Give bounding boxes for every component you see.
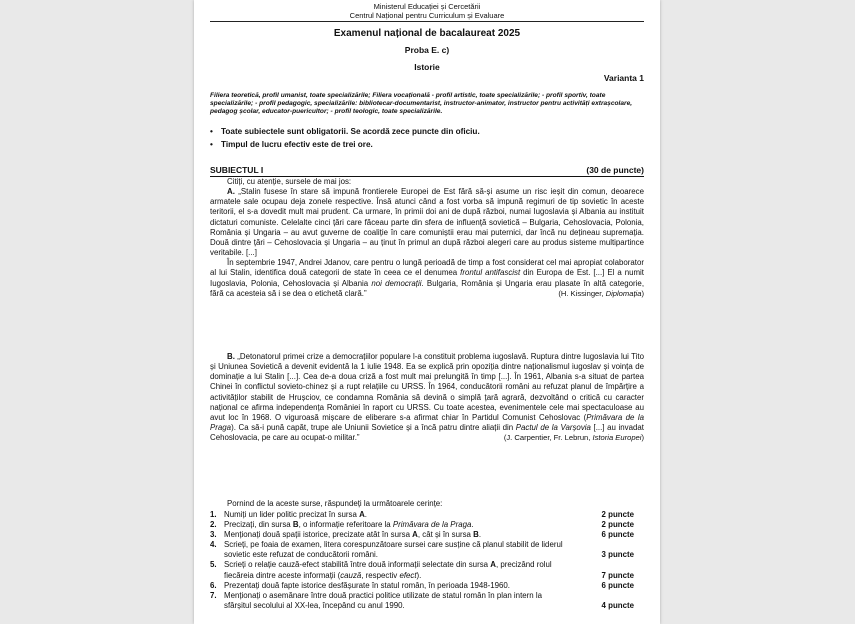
source-a-paragraph-1: A. „Stalin fusese în stare să impună frontierele Europei de Est fără să-și asume un risc ieșit din comun, deoarece armatele sale ocupau deja zonele respective. Însă atunci când a fost vorba să impună regimuri de tip sovietic în aceste teritorii, el s-a dovedit mult mai prudent. Ca urmare, în primii doi ani de după război, numai Iugoslavia și Albania au instituit dictaturi comuniste. Celelalte cinci țări care făceau parte din sfera de influență sovietică – Bulgaria, Cehoslovacia, Polonia, România și Ungaria – au avut guverne de coaliție în care comuniștii erau mai puternici, dar încă nu dețineau supremația. Două dintre țări – Cehoslovacia și Ungaria – au ținut în primul an după război alegeri care au produs sisteme multipartince veritabile. [...] xyxy=(210,187,644,258)
source-a xyxy=(210,177,644,299)
questions-list xyxy=(210,510,644,611)
rule-item: • Timpul de lucru efectiv este de trei ore. xyxy=(210,139,644,152)
question-points: 6 puncte xyxy=(601,530,634,540)
question-points: 2 puncte xyxy=(601,520,634,530)
rules-list xyxy=(210,126,644,151)
question-points: 4 puncte xyxy=(601,600,634,610)
rule-item: • Toate subiectele sunt obligatorii. Se acordă zece puncte din oficiu. xyxy=(210,126,644,139)
exam-proba: Proba E. c) xyxy=(404,45,450,55)
source-b-paragraph: B. „Detonatorul primei crize a democrațiilor populare l-a constituit problema iugoslavă. Ruptura dintre Iugoslavia lui Tito și Uniunea Sovietică a devenit evidentă la 1 iulie 1948. Ea se explică prin opoziția dintre naționalismul iugoslav și voința de dominație a lui Stalin [...]. Cea de-a doua criză a fost mult mai prelungită în timp [...]. În 1961, Albania s-a situat de partea Chinei în conflictul sovieto-chinez și a rupt relațiile cu URSS. În 1964, conducătorii români au refuzat planul de împărțire a activităților stabilit de Hrușciov, ce condamna România să devină o simplă țară agrară, dezvoltând o critică cu caracter național ce afirma independența României în raport cu URSS. Cu toate acestea, evenimentele cele mai spectaculoase au avut loc în 1968. O viguroasă mișcare de eliberare s-a afirmat chiar în Partidul Comunist Cehoslovac (Primăvara de la Praga). Ca să-i pună capăt, trupe ale Uniunii Sovietice și a încă patru dintre aliații din Pactul de la Varșovia [...] au invadat Cehoslovacia, pe care au ocupat-o militar.” xyxy=(210,352,644,443)
questions-intro: Pornind de la aceste surse, răspundeți la următoarele cerințe: xyxy=(227,499,443,508)
section-intro: Citiți, cu atenție, sursele de mai jos: xyxy=(227,177,352,186)
section-points: (30 de puncte) xyxy=(586,165,644,175)
question-item: 6. Prezentați două fapte istorice desfășurate în statul român, în perioada 1948-1960. 6 puncte xyxy=(210,580,634,590)
center-name: Centrul Național pentru Curriculum și Evaluare xyxy=(349,11,505,20)
question-item: 7. Menționați o asemănare între două practici politice utilizate de statul român în plan intern la sfârșitul secolului al XX-lea, începând cu anul 1990. 4 puncte xyxy=(210,590,634,610)
exam-subject: Istorie xyxy=(414,62,440,72)
question-item: 5. Scrieți o relație cauză-efect stabilită între două informații selectate din sursa A, precizând rolul fiecăreia dintre aceste informații (cauză, respectiv efect). 7 puncte xyxy=(210,560,634,580)
section-name: SUBIECTUL I xyxy=(210,165,264,175)
source-b-citation: (J. Carpentier, Fr. Lebrun, Istoria Europei) xyxy=(503,433,644,443)
question-item: 4. Scrieți, pe foaia de examen, litera corespunzătoare sursei care susține că planul stabilit de liderul sovietic este refuzat de conducătorii români. 3 puncte xyxy=(210,540,634,560)
question-points: 3 puncte xyxy=(601,550,634,560)
filiera-text: Filiera teoretică, profil umanist, toate specializările; Filiera vocațională - profil artistic, toate specializările; - profil sportiv, toate specializările; - profil pedagogic, specializările: bibliotecar-documentarist, instructor-animator, instructor pentru activități extrașcolare, pedagog școlar, educator-puericultor; - profil teologic, toate specializările. xyxy=(210,92,633,116)
source-b xyxy=(210,352,644,444)
question-item: 3. Menționați două spații istorice, precizate atât în sursa A, cât și în sursa B. 6 puncte xyxy=(210,530,634,540)
exam-page xyxy=(194,0,660,624)
question-points: 6 puncte xyxy=(601,580,634,590)
ministry-name: Ministerul Educației și Cercetării xyxy=(373,2,481,11)
question-points: 2 puncte xyxy=(601,510,634,519)
source-a-label: A. xyxy=(227,187,235,197)
question-item: 1. Numiți un lider politic precizat în sursa A. 2 puncte xyxy=(210,510,634,519)
question-points: 7 puncte xyxy=(601,570,634,580)
source-a-citation: (H. Kissinger, Diplomația) xyxy=(558,288,644,298)
source-a-paragraph-2: În septembrie 1947, Andrei Jdanov, care pentru o lungă perioadă de timp a fost considerat cel mai apropiat colaborator al lui Stalin, identifica două categorii de state în ceea ce el denumea frontul antifascist din Europa de Est. [...] El a numit Iugoslavia, Polonia, Cehoslovacia și Albania noi democrații. Bulgaria, România și Ungaria erau plasate în altă categorie, fără ca acesteia să i se dea o etichetă clară.” xyxy=(210,258,645,298)
section-heading xyxy=(210,165,644,177)
page-header xyxy=(210,0,644,22)
source-b-label: B. xyxy=(227,352,235,361)
exam-variant: Varianta 1 xyxy=(603,73,644,83)
question-item: 2. Precizați, din sursa B, o informație referitoare la Primăvara de la Praga. 2 puncte xyxy=(210,520,634,530)
exam-title: Examenul național de bacalaureat 2025 xyxy=(333,28,521,39)
